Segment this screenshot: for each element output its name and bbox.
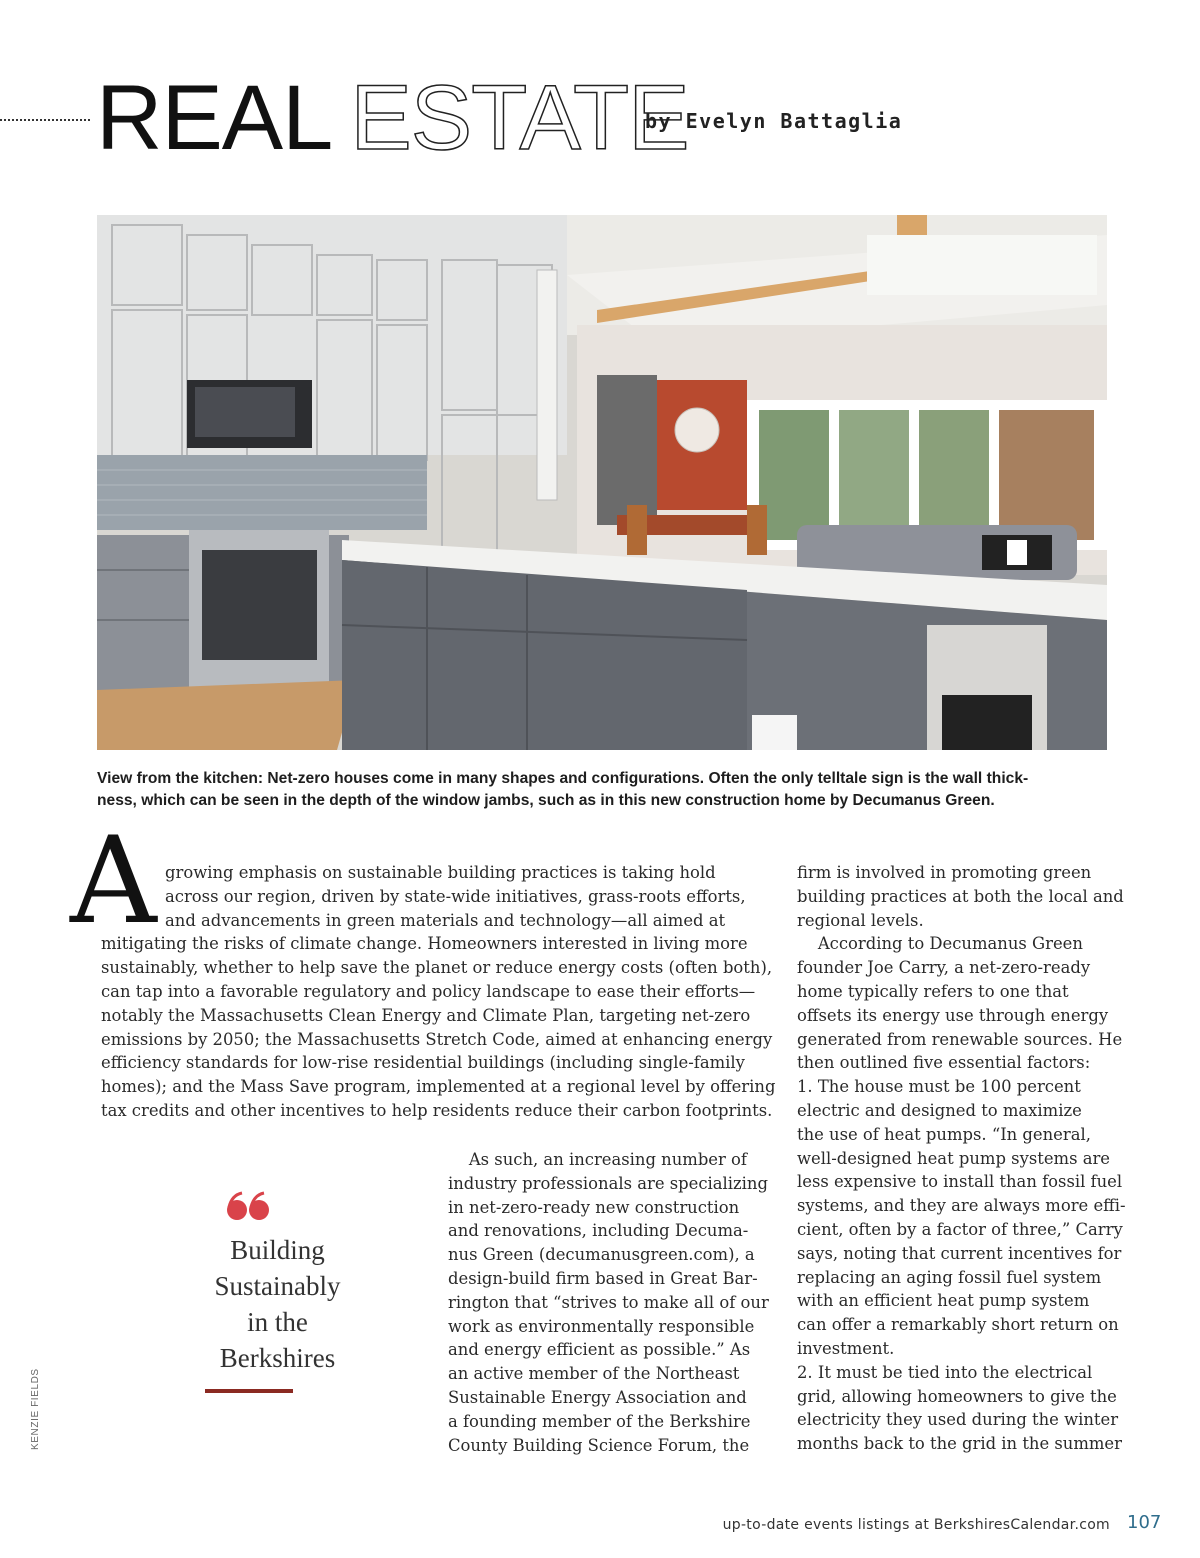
column-3: [797, 861, 1126, 1456]
body-line: As such, an increasing number of: [448, 1150, 747, 1169]
body-line: a founding member of the Berkshire: [448, 1411, 751, 1431]
body-line: 1. The house must be 100 percent: [797, 1077, 1081, 1097]
dotted-leader: [0, 119, 90, 121]
body-line: systems, and they are always more effi-: [797, 1196, 1126, 1216]
kitchen-photo: [97, 215, 1107, 750]
pullquote-line: Building: [230, 1235, 325, 1265]
intro-line: notably the Massachusetts Clean Energy and Climate Plan, targeting net-zero: [101, 1005, 751, 1025]
drop-cap: A: [70, 812, 157, 951]
intro-line: homes); and the Mass Save program, implemented at a regional level by offering: [101, 1077, 776, 1097]
body-line: cient, often by a factor of three,” Carry: [797, 1219, 1123, 1239]
body-line: investment.: [797, 1338, 895, 1358]
body-line: founder Joe Carry, a net-zero-ready: [797, 958, 1091, 978]
body-line: firm is involved in promoting green: [797, 863, 1092, 882]
pullquote-line: Berkshires: [219, 1343, 336, 1373]
body-line: According to Decumanus Green: [797, 934, 1083, 954]
intro-line: can tap into a favorable regulatory and policy landscape to ease their efforts—: [101, 981, 756, 1001]
intro-paragraph: [101, 861, 776, 1123]
body-line: replacing an aging fossil fuel system: [797, 1267, 1102, 1287]
pullquote-text: [155, 1232, 400, 1376]
intro-line: emissions by 2050; the Massachusetts Stretch Code, aimed at enhancing energy: [101, 1029, 773, 1049]
body-line: industry professionals are specializing: [448, 1173, 768, 1193]
body-line: design-build firm based in Great Bar-: [448, 1268, 758, 1288]
body-line: months back to the grid in the summer: [797, 1434, 1122, 1454]
body-line: regional levels.: [797, 910, 924, 930]
body-line: Sustainable Energy Association and: [448, 1387, 747, 1407]
body-line: in net-zero-ready new construction: [448, 1197, 740, 1217]
page-number: 107: [1127, 1512, 1162, 1533]
body-line: can offer a remarkably short return on: [797, 1315, 1119, 1335]
body-line: generated from renewable sources. He: [797, 1029, 1123, 1049]
intro-line: efficiency standards for low-rise residential buildings (including single-family: [101, 1053, 745, 1073]
column-2: [448, 1148, 769, 1457]
section-title-solid: REAL: [96, 67, 333, 169]
body-line: with an efficient heat pump system: [797, 1291, 1090, 1311]
quote-icon: [226, 1191, 271, 1221]
intro-line: sustainably, whether to help save the planet or reduce energy costs (often both),: [101, 958, 773, 978]
body-line: 2. It must be tied into the electrical: [797, 1362, 1093, 1382]
body-line: says, noting that current incentives for: [797, 1243, 1122, 1263]
body-line: the use of heat pumps. “In general,: [797, 1124, 1091, 1144]
body-line: electric and designed to maximize: [797, 1100, 1082, 1120]
body-line: well-designed heat pump systems are: [797, 1148, 1111, 1168]
pullquote-rule: [205, 1389, 293, 1393]
body-line: and energy efficient as possible.” As: [448, 1340, 751, 1360]
pullquote-line: in the: [247, 1307, 308, 1337]
caption-line: View from the kitchen: Net-zero houses come in many shapes and configurations. Often the only telltale sign is the wall thick-: [97, 770, 1029, 787]
byline: by Evelyn Battaglia: [645, 109, 903, 133]
body-line: nus Green (decumanusgreen.com), a: [448, 1245, 755, 1265]
body-line: home typically refers to one that: [797, 981, 1069, 1001]
photo-credit: KENZIE FIELDS: [30, 1368, 41, 1450]
photo-caption: [97, 768, 1097, 812]
section-title-outline: ESTATE: [350, 67, 689, 169]
intro-line: mitigating the risks of climate change. Homeowners interested in living more: [101, 934, 748, 954]
body-line: building practices at both the local and: [797, 886, 1124, 906]
intro-line: tax credits and other incentives to help residents reduce their carbon footprints.: [101, 1100, 773, 1120]
footer-text: up-to-date events listings at BerkshiresCalendar.com: [722, 1517, 1110, 1533]
intro-line: across our region, driven by state-wide initiatives, grass-roots efforts,: [165, 886, 746, 906]
body-line: offsets its energy use through energy: [797, 1005, 1109, 1025]
body-line: electricity they used during the winter: [797, 1410, 1119, 1430]
body-line: grid, allowing homeowners to give the: [797, 1386, 1117, 1406]
body-line: less expensive to install than fossil fuel: [797, 1172, 1123, 1192]
section-title: [96, 67, 689, 169]
body-line: work as environmentally responsible: [448, 1316, 755, 1336]
pullquote-mark: [226, 1172, 271, 1230]
body-line: an active member of the Northeast: [448, 1364, 740, 1384]
intro-line: and advancements in green materials and technology—all aimed at: [165, 910, 726, 930]
intro-line: growing emphasis on sustainable building practices is taking hold: [165, 863, 716, 882]
caption-line: ness, which can be seen in the depth of the window jambs, such as in this new construction home by Decumanus Green.: [97, 792, 995, 809]
body-line: then outlined five essential factors:: [797, 1053, 1091, 1073]
body-line: and renovations, including Decuma-: [448, 1221, 749, 1241]
pullquote-line: Sustainably: [214, 1271, 341, 1301]
body-line: County Building Science Forum, the: [448, 1435, 750, 1455]
body-line: rington that “strives to make all of our: [448, 1292, 769, 1312]
